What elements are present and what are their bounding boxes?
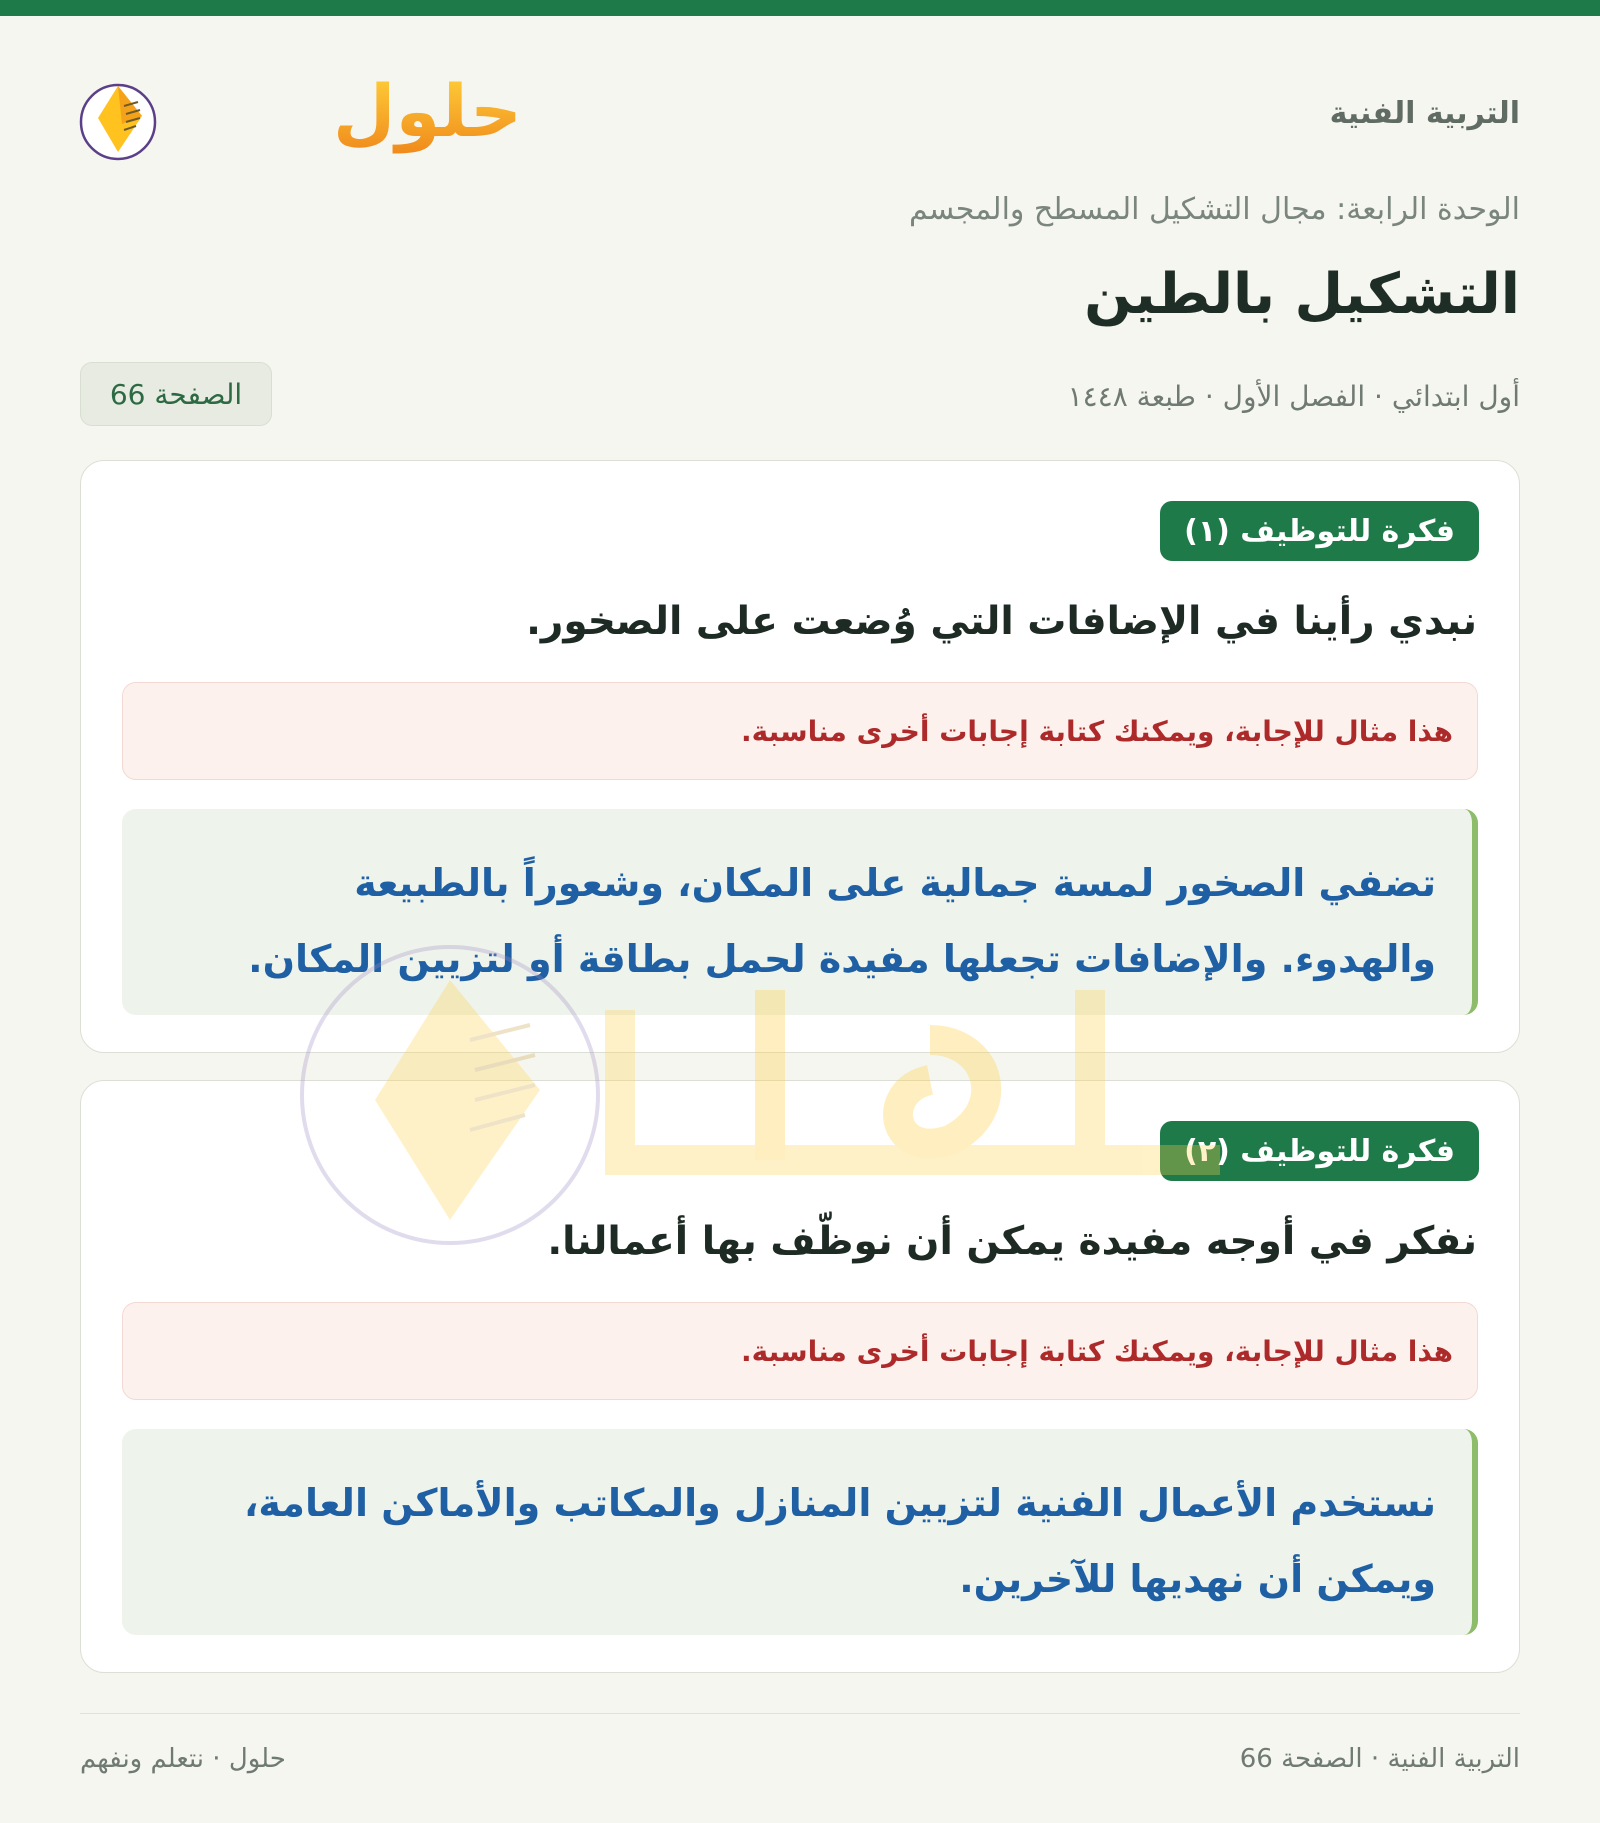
subject-title: التربية الفنية bbox=[1329, 96, 1520, 131]
footer-divider bbox=[80, 1713, 1520, 1714]
answer-line: نستخدم الأعمال الفنية لتزيين المنازل والمكاتب والأماكن العامة، bbox=[243, 1481, 1436, 1525]
page-badge: الصفحة 66 bbox=[80, 362, 272, 426]
exercise-chip-1: فكرة للتوظيف (١) bbox=[1160, 501, 1479, 561]
brand-logo[interactable] bbox=[78, 62, 522, 172]
answer-note-1: هذا مثال للإجابة، ويمكنك كتابة إجابات أخرى مناسبة. bbox=[122, 682, 1478, 780]
exercise-chip-2: فكرة للتوظيف (٢) bbox=[1160, 1121, 1479, 1181]
exercise-question-1: نبدي رأينا في الإضافات التي وُضعت على الصخور. bbox=[526, 599, 1477, 644]
exercise-card-1 bbox=[80, 460, 1520, 1053]
answer-line: ويمكن أن نهديها للآخرين. bbox=[959, 1557, 1436, 1601]
answer-box-1 bbox=[122, 809, 1478, 1015]
answer-line: تضفي الصخور لمسة جمالية على المكان، وشعوراً بالطبيعة bbox=[354, 861, 1436, 905]
exercise-question-2: نفكر في أوجه مفيدة يمكن أن نوظّف بها أعمالنا. bbox=[547, 1219, 1477, 1264]
answer-note-2: هذا مثال للإجابة، ويمكنك كتابة إجابات أخرى مناسبة. bbox=[122, 1302, 1478, 1400]
answer-line: والهدوء. والإضافات تجعلها مفيدة لحمل بطاقة أو لتزيين المكان. bbox=[248, 937, 1436, 981]
footer-brand: حلول · نتعلم ونفهم bbox=[80, 1744, 286, 1774]
lesson-title: التشكيل بالطين bbox=[1084, 262, 1520, 327]
answer-box-2 bbox=[122, 1429, 1478, 1635]
grade-meta: أول ابتدائي · الفصل الأول · طبعة ١٤٤٨ bbox=[1067, 380, 1520, 413]
exercise-card-2 bbox=[80, 1080, 1520, 1673]
unit-label: الوحدة الرابعة: مجال التشكيل المسطح والمجسم bbox=[908, 192, 1520, 227]
brand-logo-text: حلول bbox=[333, 69, 522, 153]
footer-page-info: التربية الفنية · الصفحة 66 bbox=[1239, 1744, 1520, 1774]
top-accent-bar bbox=[0, 0, 1600, 16]
